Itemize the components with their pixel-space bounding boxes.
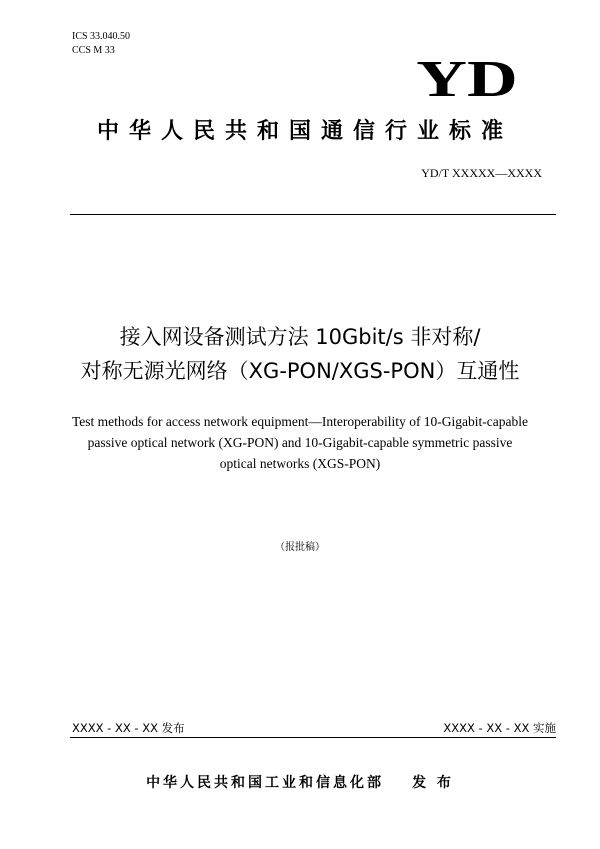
- header-divider: [70, 214, 556, 215]
- issuer-action: 发 布: [412, 775, 454, 791]
- ics-code: ICS 33.040.50: [72, 31, 131, 42]
- issuer-name: 中华人民共和国工业和信息化部: [146, 775, 385, 791]
- implement-date: XXXX - XX - XX 实施: [443, 721, 556, 735]
- title-english-line-3: optical networks (XGS-PON): [219, 456, 381, 471]
- title-chinese: [0, 320, 600, 388]
- title-chinese-line-1: 接入网设备测试方法 10Gbit/s 非对称/: [119, 325, 481, 349]
- yd-logo: YD: [416, 51, 518, 108]
- title-english: [60, 411, 540, 474]
- title-chinese-line-2: 对称无源光网络（XG-PON/XGS-PON）互通性: [80, 359, 520, 383]
- ccs-code: CCS M 33: [72, 45, 115, 56]
- publish-date: XXXX - XX - XX 发布: [72, 721, 185, 735]
- footer-divider: [70, 737, 556, 738]
- draft-status: （报批稿）: [275, 542, 325, 553]
- standard-category-title: 中华人民共和国通信行业标准: [96, 119, 513, 144]
- standard-number: YD/T XXXXX—XXXX: [421, 166, 542, 180]
- title-english-line-1: Test methods for access network equipment—Interoperability of 10-Gigabit-capable: [71, 414, 529, 429]
- title-english-line-2: passive optical network (XG-PON) and 10-Gigabit-capable symmetric passive: [87, 435, 513, 450]
- issuer: [0, 772, 600, 792]
